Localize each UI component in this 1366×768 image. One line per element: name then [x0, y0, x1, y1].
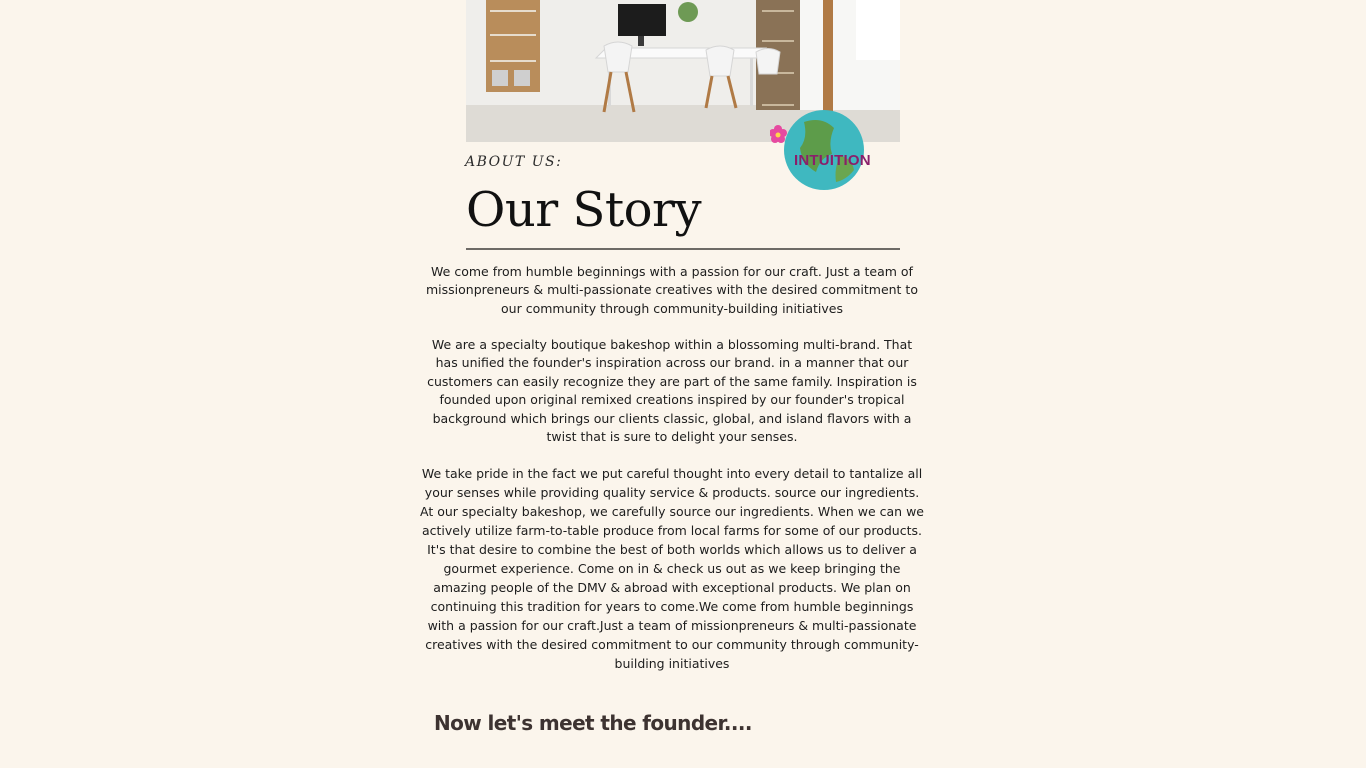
story-paragraph-3: We take pride in the fact we put careful thought into every detail to tantalize all your senses while providing quality service & products. source our ingredients. At our specialty bakeshop, we carefully source our ingredients. When we can we actively utilize farm-to-table produce from local farms for some of our products. It's that desire to combine the best of both worlds which allows us to deliver a gourmet experience. Come on in & check us out as we keep bringing the amazing people of the DMV & abroad with exceptional products. We plan on continuing this tradition for years to come.We come from humble beginnings with a passion for our craft.Just a team of missionpreneurs & multi-passionate creatives with the desired commitment to our community through community-building initiatives — [420, 466, 924, 671]
page-title: Our Story — [466, 182, 702, 238]
sweet-intuition-logo — [770, 108, 870, 192]
logo-wordmark: INTUITION — [794, 152, 871, 169]
story-paragraph-2: We are a specialty boutique bakeshop within a blossoming multi-brand. That has unified the founder's inspiration across our brand. in a manner that our customers can easily recognize they are part of the same family. Inspiration is founded upon original remixed creations inspired by our founder's tropical background which brings our clients classic, global, and island flavors with a twist that is sure to delight your senses. — [427, 337, 917, 445]
founder-heading: Now let's meet the founder.... — [434, 711, 752, 735]
title-divider — [466, 248, 900, 250]
story-paragraph-1: We come from humble beginnings with a passion for our craft. Just a team of missionpreneurs & multi-passionate creatives with the desired commitment to our community through community-building initiatives — [426, 264, 918, 316]
section-eyebrow: ABOUT US: — [465, 154, 563, 170]
